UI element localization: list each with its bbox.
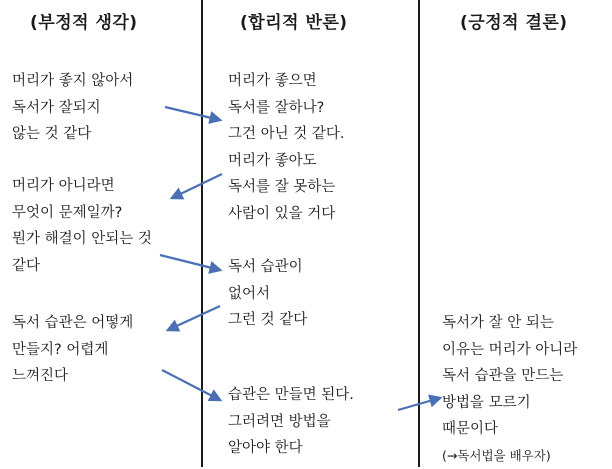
column-header-negative: (부정적 생각) bbox=[30, 8, 138, 33]
arrow-rational3-to-conclusion bbox=[398, 398, 440, 410]
column-header-positive: (긍정적 결론) bbox=[460, 8, 568, 33]
negative-thought-1: 머리가 좋지 않아서 독서가 잘되지 않는 것 같다 bbox=[12, 68, 133, 148]
arrow-negative3-to-rational3 bbox=[162, 370, 220, 400]
arrow-rational1-to-negative2 bbox=[172, 174, 222, 198]
rational-response-3: 습관은 만들면 된다. 그러려면 방법을 알아야 한다 bbox=[228, 382, 354, 462]
rational-response-1: 머리가 좋으면 독서를 잘하나? 그건 아닌 것 같다. 머리가 좋아도 독서를 잘 못하는 사람이 있을 거다 bbox=[228, 68, 345, 227]
arrow-negative2-to-rational2 bbox=[160, 255, 220, 270]
arrow-negative1-to-rational1 bbox=[165, 107, 220, 120]
negative-thought-2: 머리가 아니라면 무엇이 문제일까? 뭔가 해결이 안되는 것 같다 bbox=[12, 173, 152, 279]
rational-response-2: 독서 습관이 없어서 그런 것 같다 bbox=[228, 254, 307, 334]
positive-conclusion: 독서가 잘 안 되는 이유는 머리가 아니라 독서 습관을 만드는 방법을 모르기 때문이다 (→독서법을 배우자) bbox=[442, 310, 577, 469]
conclusion-note: (→독서법을 배우자) bbox=[442, 443, 577, 469]
arrow-rational2-to-negative3 bbox=[168, 306, 220, 330]
negative-thought-3: 독서 습관은 어떻게 만들지? 어렵게 느껴진다 bbox=[12, 310, 133, 390]
column-header-rational: (합리적 반론) bbox=[240, 8, 348, 33]
